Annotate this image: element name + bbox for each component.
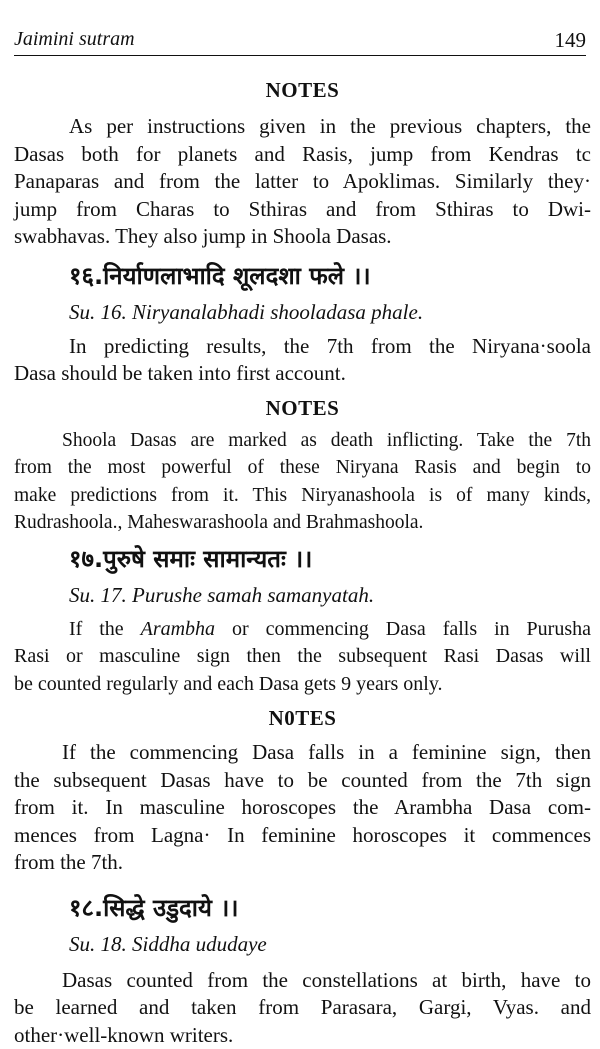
notes-heading: NOTES (14, 396, 591, 421)
text-line: Rasi or masculine sign then the subsequent Rasi Dasas will (14, 643, 591, 671)
text-line: make predictions from it. This Niryanashoola is of many kinds, (14, 482, 591, 510)
text-line: from it. In masculine horoscopes the Arambha Dasa com- (14, 794, 591, 822)
sutra-translation (14, 967, 591, 1049)
text-line: As per instructions given in the previous chapters, the (14, 113, 591, 141)
text-line: If the commencing Dasa falls in a feminine sign, then (14, 739, 591, 767)
notes-paragraph (14, 739, 591, 877)
notes-heading: N0TES (14, 706, 591, 731)
text-line: from the most powerful of these Niryana Rasis and begin to (14, 454, 591, 482)
page-body (14, 75, 591, 1049)
running-title: Jaimini sutram (14, 28, 135, 51)
text-fragment: or commencing Dasa falls in Purusha (215, 618, 591, 640)
text-line: Rudrashoola., Maheswarashoola and Brahmashoola. (14, 509, 591, 537)
text-line: Dasa should be taken into first account. (14, 360, 591, 388)
notes-paragraph (14, 427, 591, 537)
sutra-sanskrit: १६.निर्याणलाभादि शूलदशा फले ।। (14, 259, 591, 292)
text-line: In predicting results, the 7th from the Niryana·soola (14, 333, 591, 361)
running-header (14, 20, 586, 50)
sutra-transliteration: Su. 16. Niryanalabhadi shooladasa phale. (14, 300, 591, 325)
italic-term: Arambha (141, 618, 215, 640)
sutra-sanskrit: १८.सिद्धे उडुदाये ।। (14, 891, 591, 924)
text-line: Panaparas and from the latter to Apoklimas. Similarly they· (14, 168, 591, 196)
sutra-transliteration: Su. 18. Siddha ududaye (14, 932, 591, 957)
sutra-sanskrit: १७.पुरुषे समाः सामान्यतः ।। (14, 542, 591, 575)
text-line: Dasas both for planets and Rasis, jump from Kendras tc (14, 141, 591, 169)
notes-heading: NOTES (14, 78, 591, 103)
text-line: be learned and taken from Parasara, Gargi, Vyas. and (14, 994, 591, 1022)
sutra-translation (14, 616, 591, 699)
text-line (14, 616, 591, 644)
text-line: other·well-known writers. (14, 1022, 591, 1049)
text-line: mences from Lagna· In feminine horoscopes it commences (14, 822, 591, 850)
text-line: jump from Charas to Sthiras and from Sthiras to Dwi- (14, 196, 591, 224)
text-line: Dasas counted from the constellations at birth, have to (14, 967, 591, 995)
text-line: swabhavas. They also jump in Shoola Dasas. (14, 223, 591, 251)
page-number: 149 (555, 28, 587, 53)
text-line: the subsequent Dasas have to be counted from the 7th sign (14, 767, 591, 795)
header-rule (14, 55, 586, 56)
text-line: be counted regularly and each Dasa gets 9 years only. (14, 671, 591, 699)
text-fragment: If the (69, 618, 141, 640)
sutra-transliteration: Su. 17. Purushe samah samanyatah. (14, 583, 591, 608)
text-line: Shoola Dasas are marked as death inflicting. Take the 7th (14, 427, 591, 455)
text-line: from the 7th. (14, 849, 591, 877)
notes-paragraph (14, 113, 591, 251)
sutra-translation (14, 333, 591, 388)
